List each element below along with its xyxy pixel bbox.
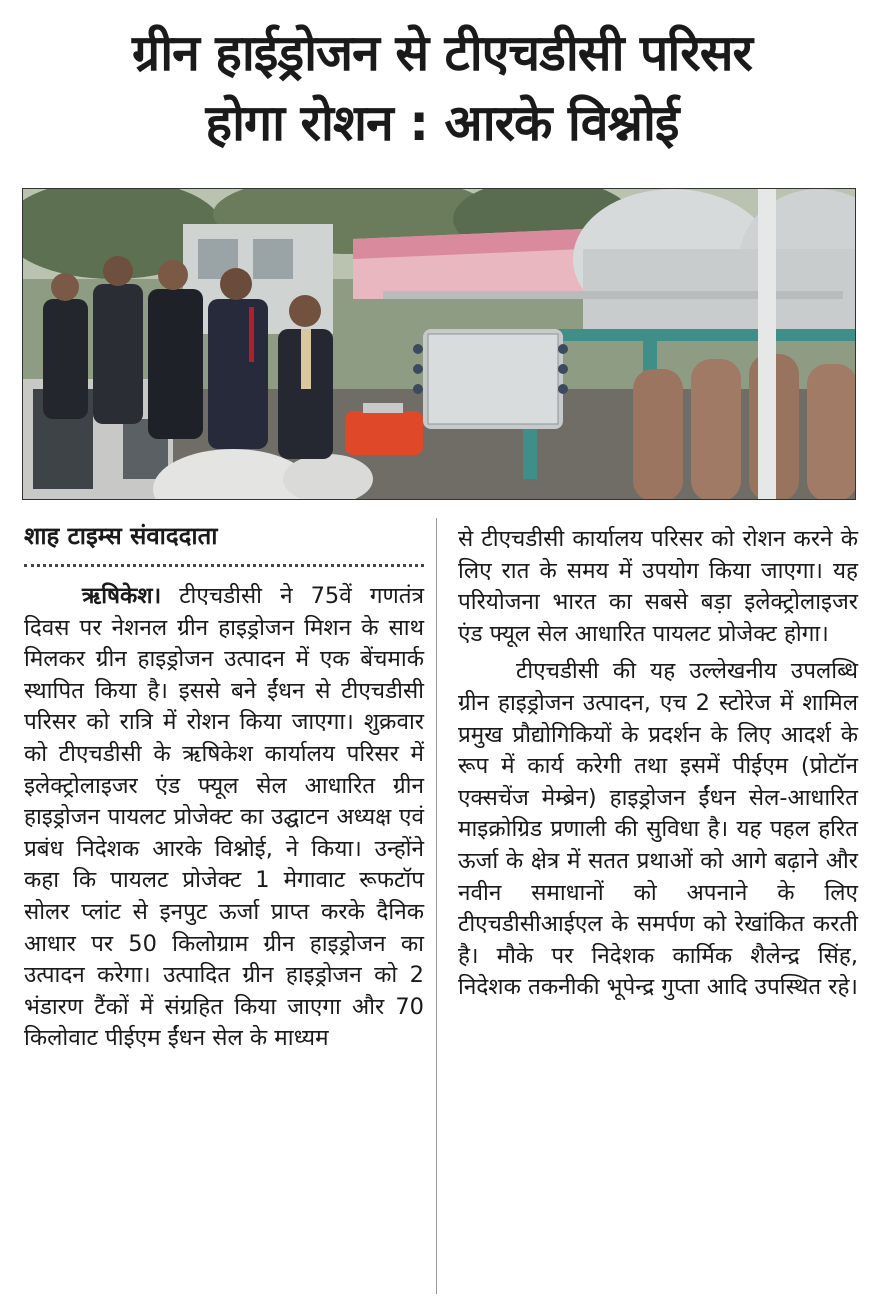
headline: [20, 18, 864, 158]
byline: शाह टाइम्स संवाददाता: [24, 522, 218, 550]
news-photo: [22, 188, 856, 500]
headline-line-2: होगा रोशन : आरके विश्नोई: [205, 94, 679, 152]
headline-line-1: ग्रीन हाईड्रोजन से टीएचडीसी परिसर: [132, 24, 752, 82]
article-paragraph-2: टीएचडीसी की यह उल्लेखनीय उपलब्धि ग्रीन हाइड्रोजन उत्पादन, एच 2 स्टोरेज में शामिल प्रमुख प्रौद्योगिकियों के प्रदर्शन के लिए आदर्श के रूप में कार्य करेगी तथा इसमें पीईएम (प्रोटॉन एक्सचेंज मेम्ब्रेन) हाइड्रोजन ईंधन सेल-आधारित माइक्रोग्रिड प्रणाली की सुविधा है। यह पहल हरित ऊर्जा के क्षेत्र में सतत प्रथाओं को आगे बढ़ाने और नवीन समाधानों को अपनाने के लिए टीएचडीसीआईएल के समर्पण को रेखांकित करती है। मौके पर निदेशक कार्मिक शैलेन्द्र सिंह, निदेशक तकनीकी भूपेन्द्र गुप्ता आदि उपस्थित रहे।: [458, 658, 858, 1001]
dateline-place: ऋषिकेश।: [82, 583, 162, 609]
article-column-left: [24, 518, 424, 1055]
article-paragraph-1-text: टीएचडीसी ने 75वें गणतंत्र दिवस पर नेशनल ग्रीन हाइड्रोजन मिशन के साथ मिलकर ग्रीन हाइड्रोजन उत्पादन में एक बेंचमार्क स्थापित किया है। इससे बने ईंधन से टीएचडीसी परिसर को रात्रि में रोशन किया जाएगा। शुक्रवार को टीएचडीसी के ऋषिकेश कार्यालय परिसर में इलेक्ट्रोलाइजर एंड फ्यूल सेल आधारित ग्रीन हाइड्रोजन पायलट प्रोजेक्ट का उद्घाटन अध्यक्ष एवं प्रबंध निदेशक आरके विश्नोई, ने किया। उन्होंने कहा कि पायलट प्रोजेक्ट 1 मेगावाट रूफटॉप सोलर प्लांट से इनपुट ऊर्जा प्राप्त करके दैनिक आधार पर 50 किलोग्राम ग्रीन हाइड्रोजन का उत्पादन करेगा। उत्पादित ग्रीन हाइड्रोजन को 2 भंडारण टैंकों में संग्रहित किया जाएगा और 70 किलोवाट पीईएम ईंधन सेल के माध्यम: [24, 583, 424, 1052]
article-column-right: [458, 524, 858, 1004]
article-paragraph-1-continued: से टीएचडीसी कार्यालय परिसर को रोशन करने के लिए रात के समय में उपयोग किया जाएगा। यह परियोजना भारत का सबसे बड़ा इलेक्ट्रोलाइजर एंड फ्यूल सेल आधारित पायलट प्रोजेक्ट होगा।: [458, 526, 858, 647]
plant-photo-illustration: [23, 189, 856, 500]
article-paragraph-1: [24, 581, 424, 1055]
column-divider: [436, 518, 437, 1294]
byline-dotted-divider: [24, 564, 424, 567]
